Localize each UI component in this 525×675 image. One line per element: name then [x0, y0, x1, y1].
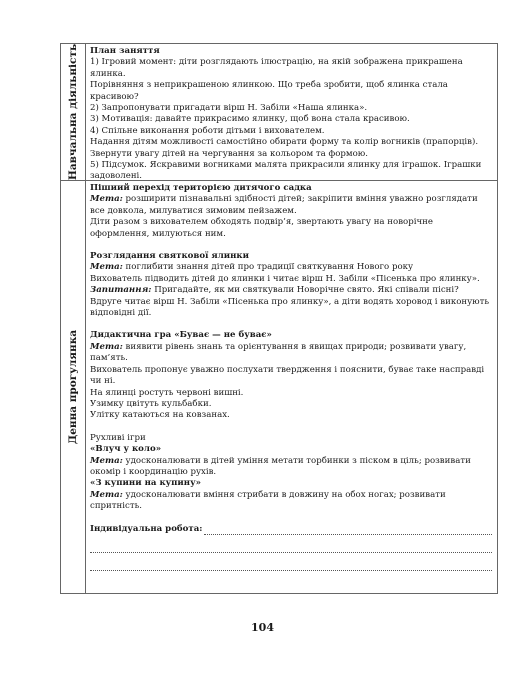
plan-line: 1) Ігровий момент: діти розглядають ілюстрацію, на якій зображена прикрашена ялинка. [90, 57, 463, 79]
goal-label: Мета: [90, 262, 123, 273]
side-label-walk: Денна прогулянка [67, 329, 79, 445]
goal-label: Мета: [90, 341, 123, 352]
blank-line [90, 559, 492, 571]
active-game-title: «З купини на купину» [90, 478, 201, 489]
walk-heading: Пішиий перехід територією дитячого садка [90, 183, 312, 193]
plan-line: 5) Підсумок. Яскравими вогниками малята прикрасили ялинку для іграшок. Іграшки задоволені. [90, 160, 482, 182]
active-game-title: «Влуч у коло» [90, 444, 162, 455]
game-heading: Дидактична гра «Буває — не буває» [90, 330, 272, 341]
plan-line: Надання дітям можливості самостійно обирати форму та колір вогників (прапорців). Звернути увагу дітей на чергування за кольором та формою. [90, 137, 479, 159]
row-side-label-cell [61, 44, 86, 180]
game-statement: Узимку цвітуть кульбабки. [90, 398, 212, 409]
page-number: 104 [251, 621, 274, 634]
daily-walk-row [61, 181, 497, 593]
plan-line: Порівняння з неприкрашеною ялинкою. Що треба зробити, щоб ялинка стала красивою? [90, 80, 448, 102]
active-games-heading: Рухливі ігри [90, 432, 146, 443]
tree-goal [90, 262, 492, 273]
blank-line [90, 541, 492, 553]
daily-walk-content [90, 183, 492, 571]
lesson-plan-table [60, 43, 498, 594]
question-label: Запитання: [90, 285, 152, 296]
plan-line: 3) Мотивація: давайте прикрасимо ялинку, щоб вона стала красивою. [90, 114, 410, 125]
goal-label: Мета: [90, 194, 123, 205]
goal-text: удосконалювати вміння стрибати в довжину на обох ногах; розвивати спритність. [90, 489, 446, 512]
tree-heading: Розглядання святкової ялинки [90, 251, 249, 262]
game-goal [90, 342, 492, 365]
blank-line [204, 525, 492, 535]
active-game-goal [90, 456, 492, 479]
individual-work-label: Індивідуальна робота: [90, 523, 203, 534]
side-label-learning: Навчальна діяльність [67, 43, 79, 181]
tree-question [90, 285, 492, 296]
lesson-plan-heading: План заняття [90, 46, 160, 56]
active-game-goal [90, 490, 492, 513]
goal-label: Мета: [90, 455, 123, 466]
goal-label: Мета: [90, 489, 123, 500]
game-statement: На ялинці ростуть червоні вишні. [90, 387, 244, 398]
game-statement: Улітку катаються на ковзанах. [90, 410, 230, 421]
tree-text: Вдруге читає вірш Н. Забіли «Пісенька про ялинку», а діти водять хоровод і виконують відповідні дії. [90, 296, 490, 319]
question-text: Пригадайте, як ми святкували Новорічне свято. Які співали пісні? [151, 285, 459, 296]
goal-text: поглибити знання дітей про традиції святкування Нового року [122, 262, 414, 273]
goal-text: розширити пізнавальні здібності дітей; закріпити вміння уважно розглядати все довкола, милуватися зимовим пейзажем. [90, 194, 478, 216]
game-text: Вихователь пропонує уважно послухати твердження і пояснити, буває таке насправді чи ні. [90, 364, 485, 387]
individual-work-line [90, 524, 492, 535]
walk-text: Діти разом з вихователем обходять подвір’я, звертають увагу на новорічне оформлення, милуються ним. [90, 217, 433, 239]
lesson-plan-content [90, 46, 492, 183]
goal-text: удосконалювати в дітей уміння метати торбинки з піском в ціль; розвивати окомір і координацію рухів. [90, 455, 471, 477]
plan-line: 2) Запропонувати пригадати вірш Н. Забіли «Наша ялинка». [90, 103, 368, 114]
goal-text: виявити рівень знань та орієнтування в явищах природи; розвивати увагу, пам’ять. [90, 341, 467, 364]
tree-text: Вихователь підводить дітей до ялинки і читає вірш Н. Забіли «Пісенька про ялинку». [90, 273, 480, 284]
learning-activity-row [61, 44, 497, 181]
plan-line: 4) Спільне виконання роботи дітьми і вихователем. [90, 125, 325, 136]
row-side-label-cell [61, 181, 86, 593]
walk-goal [90, 194, 492, 217]
